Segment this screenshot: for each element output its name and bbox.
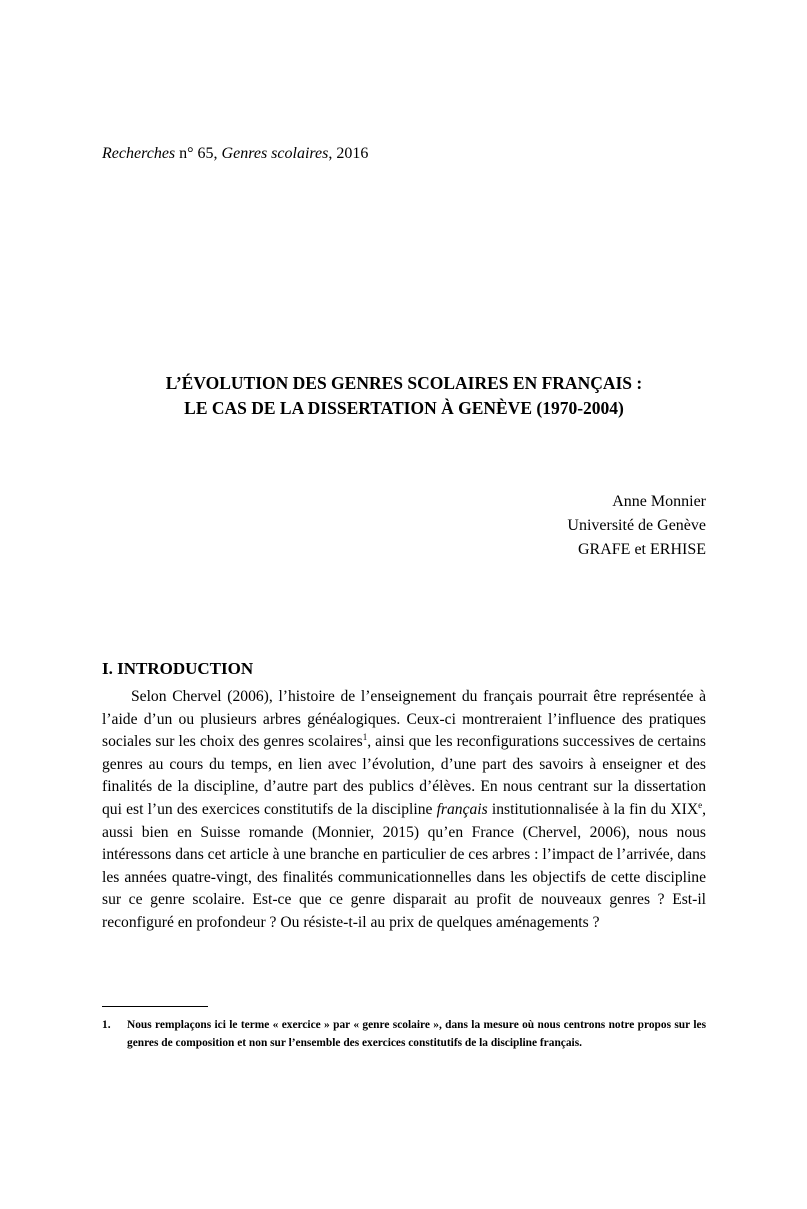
author-block: [567, 490, 706, 562]
discipline-name: français: [436, 800, 488, 818]
journal-name: Recherches: [102, 145, 176, 162]
author-affiliation-lab: GRAFE et ERHISE: [578, 541, 706, 558]
paragraph-text-4: , aussi bien en Suisse romande (Monnier, 2015) qu’en France (Chervel, 2006), nous nous intéressons dans cet article à une branche en particulier de ces arbres : l’impact de l’arrivée, dans les années quatre-vingt, des finalités communicationnelles dans les objectifs de cette discipline sur ce genre scolaire. Est-ce que ce genre disparait au profit de nouveaux genres ? Est-il reconfiguré en profondeur ? Ou résiste-t-il au prix de quelques aménagements ?: [102, 800, 706, 931]
article-title: [102, 371, 706, 421]
issue-year: , 2016: [328, 145, 369, 162]
footnote-reference[interactable]: 1: [362, 732, 368, 743]
footnote-text: Nous remplaçons ici le terme « exercice » par « genre scolaire », dans la mesure où nous centrons notre propos sur les genres de composition et non sur l’ensemble des exercices constitutifs de la discipline français.: [127, 1019, 706, 1049]
issue-number: n° 65,: [175, 145, 222, 162]
paragraph-text-3: institutionnalisée à la fin du XIX: [487, 800, 699, 818]
body-paragraph: [102, 686, 706, 935]
running-header: [102, 144, 368, 164]
paragraph-text-1: Selon Chervel (2006), l’histoire de l’enseignement du français pourrait être représentée à l’aide d’un ou plusieurs arbres généalogiques. Ceux-ci montreraient l’influence des pratiques sociales sur les choix des genres scolaires: [102, 688, 706, 751]
century-superscript: e: [698, 799, 703, 810]
issue-theme: Genres scolaires: [221, 145, 329, 162]
footnote-divider: [102, 1006, 208, 1007]
article-title-line-2: LE CAS DE LA DISSERTATION À GENÈVE (1970-2004): [184, 398, 624, 418]
section-heading: I. INTRODUCTION: [102, 659, 254, 678]
footnote-number: 1.: [102, 1019, 111, 1031]
author-affiliation-university: Université de Genève: [567, 517, 706, 534]
footnote: [102, 1017, 706, 1052]
author-name: Anne Monnier: [612, 493, 706, 510]
paragraph-text-2: , ainsi que les reconfigurations successives de certains genres au cours du temps, en lien avec l’évolution, d’une part des savoirs à enseigner et des finalités de la discipline, d’autre part des publics d’élèves. En nous centrant sur la dissertation qui est l’un des exercices constitutifs de la discipline: [102, 733, 706, 818]
article-title-line-1: L’ÉVOLUTION DES GENRES SCOLAIRES EN FRANÇAIS :: [165, 373, 643, 393]
